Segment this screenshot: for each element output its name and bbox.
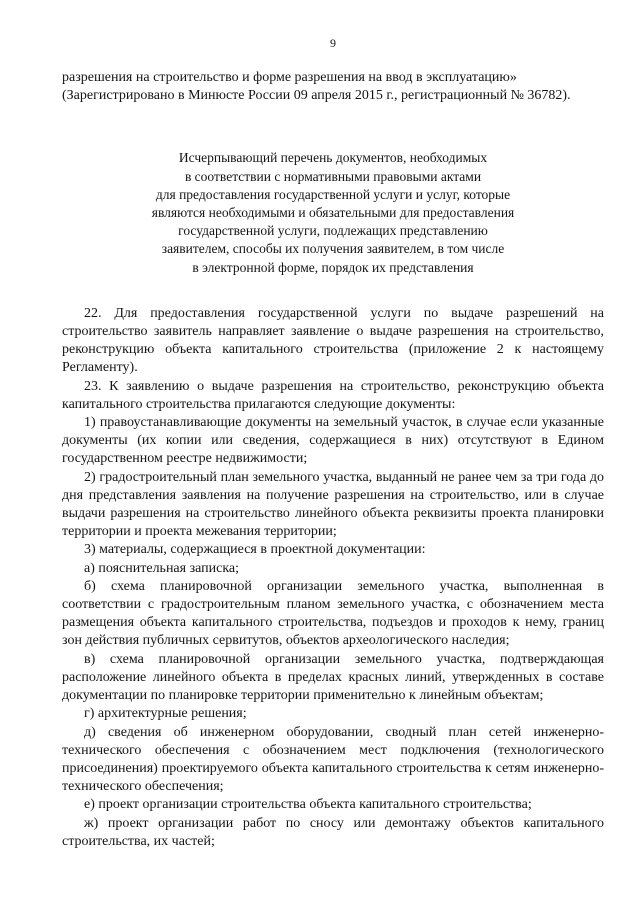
- heading-line: являются необходимыми и обязательными для предоставления: [151, 205, 515, 221]
- list-item-d: д) сведения об инженерном оборудовании, сводный план сетей инженерно-технического обеспечения с обозначением мест подключения (технологического присоединения) проектируемого объекта капитального строительства к сетям инженерно-технического обеспечения;: [62, 724, 604, 795]
- intro-block: [62, 69, 604, 105]
- heading-line: Исчерпывающий перечень документов, необходимых: [178, 150, 488, 166]
- paragraph-23: 23. К заявлению о выдаче разрешения на строительство, реконструкцию объекта капитального строительства прилагаются следующие документы:: [62, 378, 604, 412]
- list-item-v: в) схема планировочной организации земельного участка, подтверждающая расположение линейного объекта в пределах красных линий, утвержденных в составе документации по планировке территории применительно к линейным объектам;: [62, 651, 604, 704]
- page-number: 9: [330, 36, 336, 50]
- heading-line: для предоставления государственной услуги и услуг, которые: [155, 186, 511, 202]
- list-item-e: е) проект организации строительства объекта капитального строительства;: [84, 797, 532, 813]
- heading-line: заявителем, способы их получения заявителем, в том числе: [161, 241, 505, 257]
- list-item-2: 2) градостроительный план земельного участка, выданный не ранее чем за три года до дня представления заявления на получение разрешения на строительство, или в случае выдачи разрешения на строительство линейного объекта реквизиты проекта планировки территории и проекта межевания территории;: [62, 469, 604, 540]
- list-item-zh: ж) проект организации работ по сносу или демонтажу объектов капитального строительства, их частей;: [62, 815, 604, 849]
- heading-line: государственной услуги, подлежащих представлению: [178, 223, 488, 239]
- intro-line: (Зарегистрировано в Минюсте России 09 апреля 2015 г., регистрационный № 36782).: [62, 88, 571, 104]
- heading-line: в электронной форме, порядок их представления: [192, 259, 474, 275]
- heading-line: в соответствии с нормативными правовыми актами: [184, 168, 482, 184]
- list-item-1: 1) правоустанавливающие документы на земельный участок, в случае если указанные документы (их копии или сведения, содержащиеся в них) отсутствуют в Едином государственном реестре недвижимости;: [62, 415, 604, 467]
- list-item-g: г) архитектурные решения;: [84, 706, 247, 722]
- list-item-a: а) пояснительная записка;: [84, 560, 240, 576]
- intro-line: разрешения на строительство и форме разрешения на ввод в эксплуатацию»: [62, 70, 517, 85]
- section-body: [62, 305, 604, 851]
- paragraph-22: 22. Для предоставления государственной услуги по выдаче разрешений на строительство заявитель направляет заявление о выдаче разрешения на строительство, реконструкцию объекта капитального строительства (приложение 2 к настоящему Регламенту).: [62, 305, 604, 376]
- list-item-b: б) схема планировочной организации земельного участка, выполненная в соответствии с градостроительным планом земельного участка, с обозначением места размещения объекта капитального строительства, подъездов и проходов к нему, границ зон действия публичных сервитутов, объектов археологического наследия;: [62, 578, 604, 649]
- section-heading: [62, 149, 604, 276]
- list-item-3: 3) материалы, содержащиеся в проектной документации:: [84, 542, 426, 558]
